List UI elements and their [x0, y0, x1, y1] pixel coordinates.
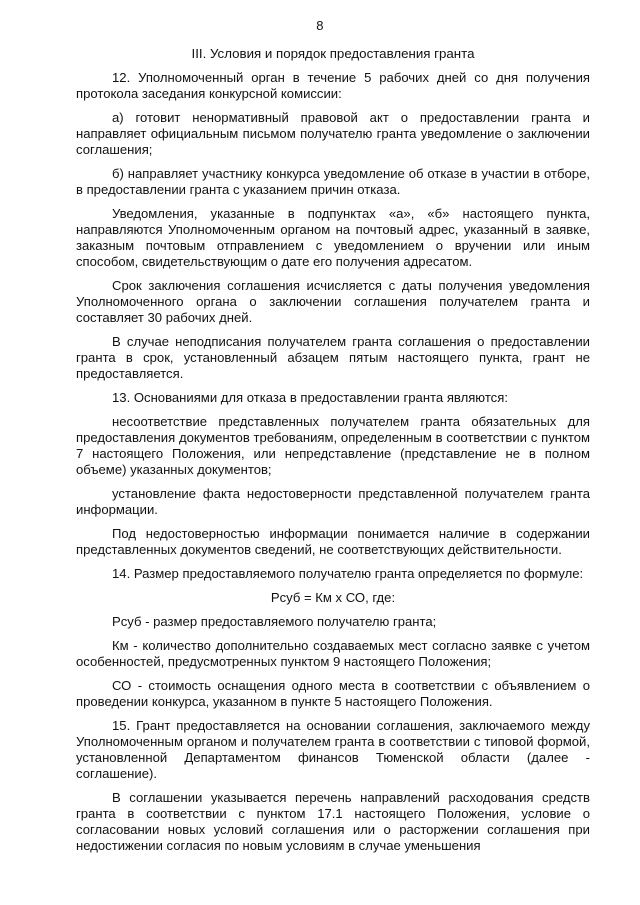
document-body — [76, 46, 590, 854]
paragraph-agreement-term: Срок заключения соглашения исчисляется с даты получения уведомления Уполномоченного органа о заключении соглашения получателем гранта и составляет 30 рабочих дней. — [76, 278, 590, 325]
paragraph-13-inaccuracy: установление факта недостоверности представленной получателем гранта информации. — [76, 486, 590, 517]
formula-term-rsub: Рсуб - размер предоставляемого получателю гранта; — [112, 614, 437, 629]
paragraph-13: 13. Основаниями для отказа в предоставлении гранта являются: — [112, 390, 508, 405]
paragraph-12-a: а) готовит ненормативный правовой акт о предоставлении гранта и направляет официальным письмом получателю гранта уведомление о заключении соглашения; — [76, 110, 590, 157]
grant-formula: Рсуб = Км х СО, где: — [270, 590, 396, 605]
paragraph-14: 14. Размер предоставляемого получателю гранта определяется по формуле: — [112, 566, 584, 581]
paragraph-agreement-contents: В соглашении указывается перечень направлений расходования средств гранта в соответствии с пунктом 17.1 настоящего Положения, условие о согласовании новых условий соглашения или о расторжении соглашения при недостижении согласия по новым условиям в случае уменьшения — [76, 790, 590, 853]
page-number: 8 — [316, 18, 324, 33]
paragraph-12-b: б) направляет участнику конкурса уведомление об отказе в участии в отборе, в предоставлении гранта с указанием причин отказа. — [76, 166, 590, 197]
paragraph-inaccuracy-definition: Под недостоверностью информации понимается наличие в содержании представленных документов сведений, не соответствующих действительности. — [76, 526, 590, 557]
paragraph-unsigned-agreement: В случае неподписания получателем гранта соглашения о предоставлении гранта в срок, установленный абзацем пятым настоящего пункта, грант не предоставляется. — [76, 334, 590, 381]
formula-term-km: Км - количество дополнительно создаваемых мест согласно заявке с учетом особенностей, предусмотренных пунктом 9 настоящего Положения; — [76, 638, 590, 669]
paragraph-15: 15. Грант предоставляется на основании соглашения, заключаемого между Уполномоченным органом и получателем гранта в соответствии с типовой формой, установленной Департаментом финансов Тюменской области (далее - соглашение). — [76, 718, 590, 781]
formula-term-so: СО - стоимость оснащения одного места в соответствии с объявлением о проведении конкурса, указанном в пункте 5 настоящего Положения. — [76, 678, 590, 709]
paragraph-notifications: Уведомления, указанные в подпунктах «а», «б» настоящего пункта, направляются Уполномоченным органом на почтовый адрес, указанный в заявке, заказным почтовым отправлением с уведомлением о вручении или иным способом, свидетельствующим о дате его получения адресатом. — [76, 206, 590, 269]
paragraph-13-nonconformity: несоответствие представленных получателем гранта обязательных для предоставления документов требованиям, определенным в соответствии с пунктом 7 настоящего Положения, или непредставление (представление не в полном объеме) указанных документов; — [76, 414, 590, 477]
paragraph-12: 12. Уполномоченный орган в течение 5 рабочих дней со дня получения протокола заседания конкурсной комиссии: — [76, 70, 590, 101]
section-title: III. Условия и порядок предоставления гранта — [191, 46, 475, 61]
